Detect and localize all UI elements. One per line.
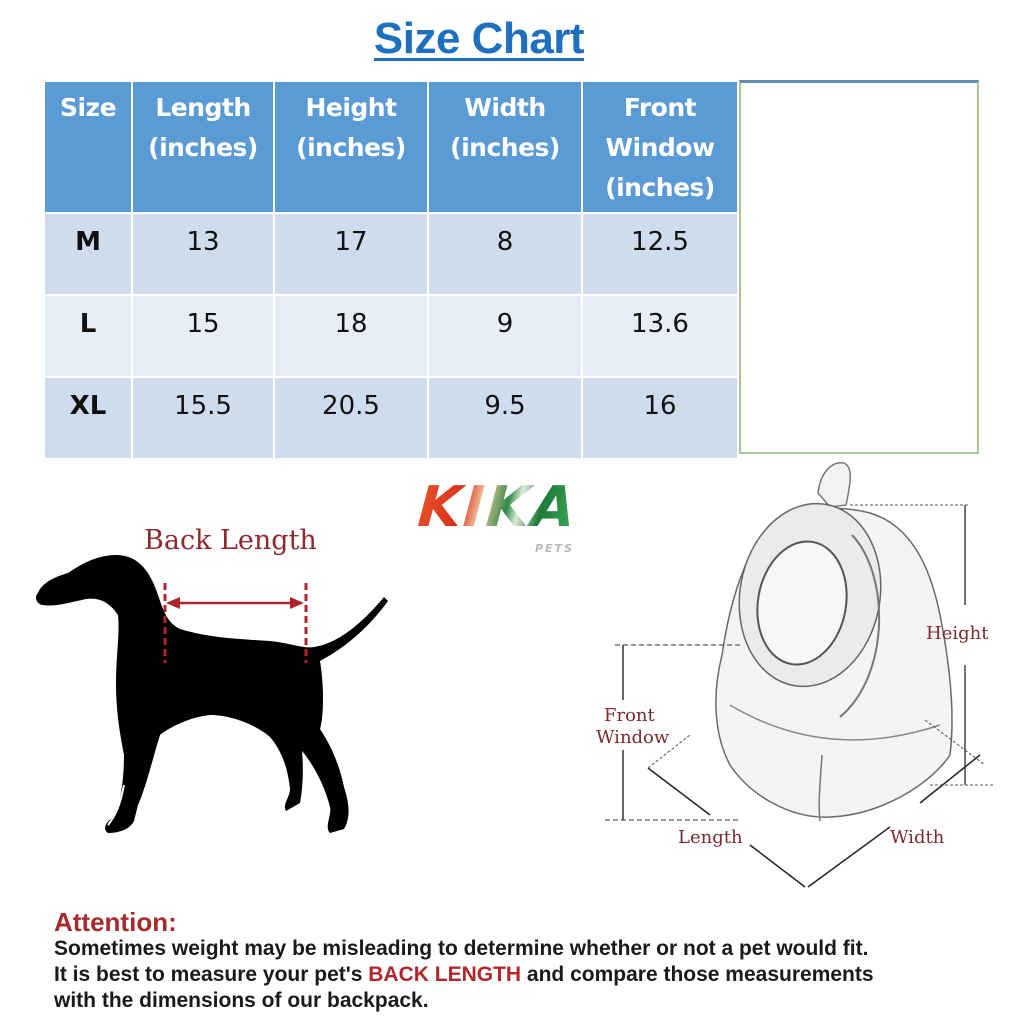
backpack-dimensions-diagram — [590, 455, 1010, 905]
header-unit: (inches) — [296, 133, 406, 162]
header-label: Front — [623, 93, 697, 122]
back-length-label: Back Length — [144, 525, 317, 556]
front-window-label-line2: Window — [596, 727, 670, 748]
header-label: Size — [59, 93, 117, 122]
back-length-highlight: BACK LENGTH — [368, 963, 522, 986]
kika-pets-logo — [415, 475, 580, 566]
size-cell: L — [44, 295, 132, 377]
header-length — [132, 81, 274, 213]
header-front-window — [582, 81, 738, 213]
width-cell: 9.5 — [428, 377, 582, 459]
table-row — [44, 295, 738, 377]
dog-silhouette-icon — [20, 515, 400, 865]
height-label: Height — [926, 623, 989, 644]
header-unit: (inches) — [450, 133, 560, 162]
width-cell: 8 — [428, 213, 582, 295]
size-cell: M — [44, 213, 132, 295]
logo-subtext: PETS — [534, 542, 574, 555]
table-row — [44, 213, 738, 295]
header-width — [428, 81, 582, 213]
header-label: Width — [464, 93, 546, 122]
backpack-sketch-icon — [590, 455, 1010, 905]
table-row — [44, 377, 738, 459]
width-label: Width — [890, 827, 945, 848]
length-cell: 15 — [132, 295, 274, 377]
length-cell: 15.5 — [132, 377, 274, 459]
height-cell: 17 — [274, 213, 428, 295]
attention-notice — [54, 908, 1014, 1014]
empty-image-placeholder — [739, 80, 979, 454]
front-window-cell: 13.6 — [582, 295, 738, 377]
size-chart-table — [43, 80, 739, 460]
header-unit: (inches) — [148, 133, 258, 162]
width-cell: 9 — [428, 295, 582, 377]
front-window-cell: 16 — [582, 377, 738, 459]
header-size — [44, 81, 132, 213]
attention-title: Attention: — [54, 907, 177, 937]
height-cell: 18 — [274, 295, 428, 377]
logo-text: KIKA — [415, 475, 580, 540]
attention-line-2 — [54, 962, 1014, 988]
attention-text: It is best to measure your pet's — [54, 963, 369, 986]
header-height — [274, 81, 428, 213]
length-label: Length — [678, 827, 743, 848]
front-window-cell: 12.5 — [582, 213, 738, 295]
header-label: Height — [305, 93, 397, 122]
attention-line-1: Sometimes weight may be misleading to determine whether or not a pet would fit. — [54, 937, 869, 960]
dog-back-length-diagram — [20, 515, 400, 865]
header-label: Length — [155, 93, 251, 122]
front-window-label-line1: Front — [604, 705, 655, 726]
header-unit: (inches) — [605, 173, 715, 202]
header-label: Window — [605, 133, 715, 162]
attention-line-3: with the dimensions of our backpack. — [54, 989, 429, 1012]
page-title: Size Chart — [373, 14, 585, 63]
height-cell: 20.5 — [274, 377, 428, 459]
attention-text: and compare those measurements — [521, 963, 874, 986]
size-cell: XL — [44, 377, 132, 459]
table-header-row — [44, 81, 738, 213]
length-cell: 13 — [132, 213, 274, 295]
